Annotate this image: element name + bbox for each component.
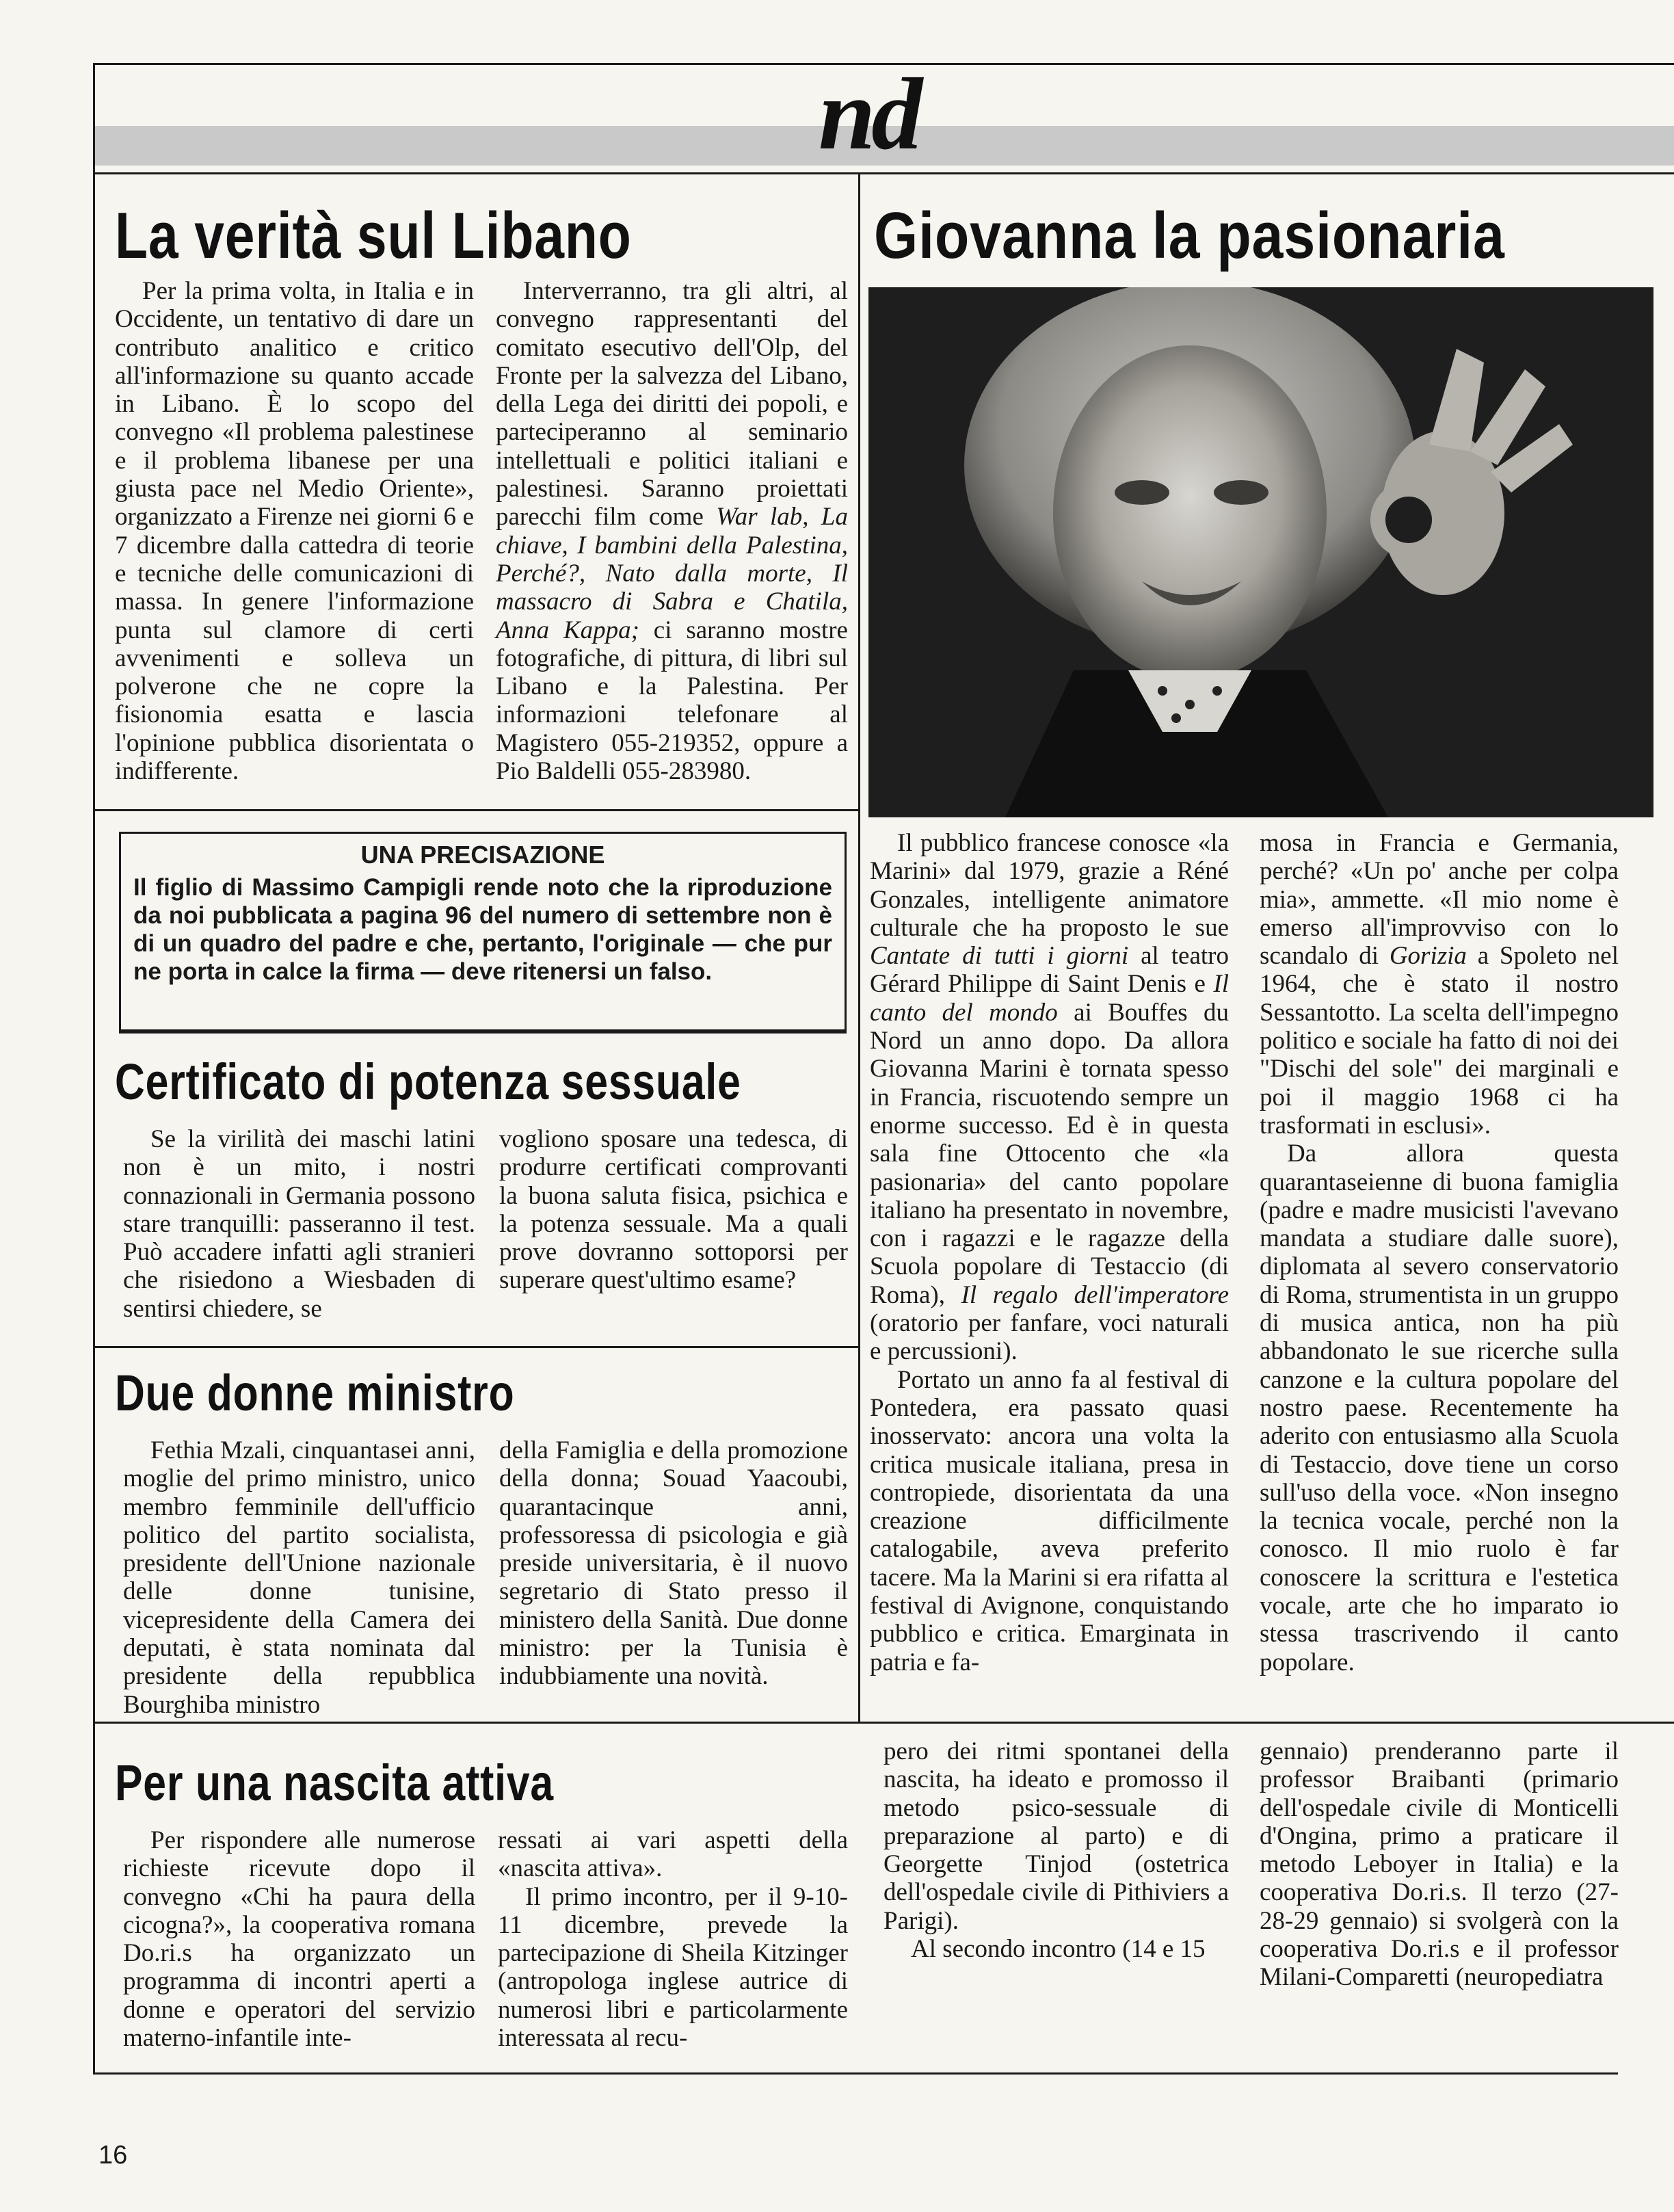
donne-column-2: [499, 1436, 848, 1691]
headline-giovanna: Giovanna la pasionaria: [874, 199, 1505, 272]
nascita-paragraph-1: Per rispondere alle numerose richieste ricevute dopo il convegno «Chi ha paura della cicogna?», la cooperativa romana Do.ri.s ha organizzato un programma di incontri aperti a donne e operatori del servizio materno-infantile inte-: [123, 1826, 475, 2053]
giovanna-text-1b: al teatro Gérard Philippe di Saint Denis e: [870, 942, 1229, 999]
giovanna-text-1d: (oratorio per fanfare, voci naturali e percussioni).: [870, 1309, 1229, 1366]
certificato-paragraph-1: Se la virilità dei maschi latini non è un mito, i nostri connazionali in Germania possono stare tranquilli: passeranno il test. Può accadere infatti agli stranieri che risiedono a Wiesbaden di sentirsi chiedere, se: [123, 1125, 475, 1323]
headline-libano: La verità sul Libano: [115, 199, 632, 272]
donne-paragraph-1: Fethia Mzali, cinquantasei anni, moglie del primo ministro, unico membro femminile dell'ufficio politico del partito socialista, presidente dell'Unione nazionale delle donne tunisine, vicepresidente della Camera dei deputati, è stata nominata dal presidente della repubblica Bourghiba ministro: [123, 1436, 475, 1719]
libano-text-b: ci saranno mostre fotografiche, di pittura, di libri sul Libano e la Palestina. Per informazioni telefonare al Magistero 055-219352, oppure a Pio Baldelli 055-283980.: [496, 616, 848, 786]
nascita-paragraph-5: Al secondo incontro (14 e 15: [911, 1935, 1206, 1964]
certificato-paragraph-2: vogliono sposare una tedesca, di produrre certificati comprovanti la buona saluta fisica, psichica e la potenza sessuale. Ma a quali prove dovranno sottoporsi per superare quest'ultimo esame?: [499, 1125, 848, 1295]
libano-column-2: [496, 277, 848, 785]
giovanna-paragraph-2: Portato un anno fa al festival di Pontedera, era passato quasi inosservato: ancora una volta la critica musicale italiana, presa in contropiede, disorientata da una creazione difficilmente catalogabile, aveva preferito tacere. Ma la Marini si era rifatta al festival di Avignone, conquistando pubblico e critica. Emarginata in patria e fa-: [870, 1365, 1229, 1676]
giovanna-column-1: [870, 829, 1229, 1676]
divider-vertical-top: [858, 172, 860, 1722]
nascita-paragraph-6: gennaio) prenderanno parte il professor Braibanti (primario dell'ospedale civile di Monticelli d'Ongina, primo a praticare il metodo Leboyer in Italia) e la cooperativa Do.ri.s. Il terzo (27-28-29 gennaio) si svolgerà con la cooperativa Do.ri.s e il professor Milani-Comparetti (neuropediatra: [1260, 1737, 1619, 1992]
libano-film-titles: War lab, La chiave, I bambini della Palestina, Perché?, Nato dalla morte, Il massacro di Sabra e Chatila, Anna Kappa;: [496, 503, 849, 644]
giovanna-text-1c: ai Bouffes du Nord un anno dopo. Da allora Giovanna Marini è tornata spesso in Francia, riscuotendo sempre un enorme successo. Ed è in questa sala fine Ottocento che «la pasionaria» del canto popolare italiano ha presentato in novembre, con i ragazzi e le ragazze della Scuola popolare di Testaccio (di Roma),: [870, 998, 1230, 1309]
giovanna-text-2a: mosa in Francia e Germania, perché? «Un po' anche per colpa mia», ammette. «Il mio nome è emerso all'improvviso con lo scandalo di: [1260, 829, 1619, 971]
giovanna-title-canto: Il canto del mondo: [870, 970, 1229, 1027]
libano-paragraph-1: Per la prima volta, in Italia e in Occidente, un tentativo di dare un contributo analitico e critico all'informazione su quanto accade in Libano. È lo scopo del convegno «Il problema palestinese e il problema libanese per una giusta pace nel Medio Oriente», organizzato a Firenze nei giorni 6 e 7 dicembre dalla cattedra di teorie e tecniche delle comunicazioni di massa. In genere l'informazione punta sul clamore di certi avvenimenti e solleva un polverone che ne copre la fisionomia esatta e lascia l'opinione pubblica disorientata o indifferente.: [115, 277, 474, 786]
giovanna-title-cantate: Cantate di tutti i giorni: [870, 942, 1129, 971]
giovanna-text-2b: a Spoleto nel 1964, che è stato il nostro Sessantotto. La scelta dell'impegno politico e sociale ha fatto di noi dei "Dischi del sole" dei marginali e poi il maggio 1968 ci ha trasformati in esclusi».: [1260, 942, 1619, 1140]
certificato-column-1: [123, 1125, 475, 1323]
masthead-logo: nd: [818, 57, 919, 171]
notice-body: Il figlio di Massimo Campigli rende noto che la riproduzione da noi pubblicata a pagina 96 del numero di settembre non è di un quadro del padre e che, pertanto, l'originale — che pur ne porta in calce la firma — deve ritenersi un falso.: [133, 874, 832, 985]
headline-nascita: Per una nascita attiva: [115, 1754, 554, 1811]
donne-column-1: [123, 1436, 475, 1719]
headline-certificato: Certificato di potenza sessuale: [115, 1053, 741, 1110]
certificato-column-2: [499, 1125, 848, 1295]
frame-banner-rule: [93, 172, 1674, 174]
notice-title: UNA PRECISAZIONE: [360, 841, 605, 869]
frame-bottom-rule: [93, 2072, 1618, 2075]
divider-under-notice: [119, 1031, 847, 1033]
nascita-column-4: [1260, 1737, 1619, 1992]
nascita-column-1: [123, 1826, 475, 2052]
nascita-paragraph-2: ressati ai vari aspetti della «nascita attiva».: [498, 1826, 848, 1883]
headline-donne: Due donne ministro: [115, 1365, 515, 1421]
giovanna-paragraph-1: [870, 829, 1229, 1366]
giovanna-paragraph-4: Da allora questa quarantaseienne di buona famiglia (padre e madre musicisti l'avevano mandata a studiare dalle suore), diplomata al severo conservatorio di Roma, strumentista in un gruppo di musica antica, non ha più abbandonato le sue ricerche sulla canzone e la cultura popolare del nostro paese. Recentemente ha aderito con entusiasmo alla Scuola di Testaccio, dove tiene un corso sull'uso della voce. «Non insegno la tecnica vocale, perché non la conosco. Il mio ruolo è far conoscere la scrittura e l'estetica vocale, arte che ho imparato io stessa trascrivendo il canto popolare.: [1260, 1140, 1619, 1676]
nascita-column-2: [498, 1826, 848, 2052]
nascita-paragraph-4: pero dei ritmi spontanei della nascita, ha ideato e promosso il metodo psico-sessuale di preparazione al parto) e di Georgette Tinjod (ostetrica dell'ospedale civile di Pithiviers a Parigi).: [884, 1737, 1229, 1935]
notice-box: [119, 832, 847, 1031]
libano-text-a: Interverranno, tra gli altri, al convegno rappresentanti del comitato esecutivo dell'Olp, del Fronte per la salvezza del Libano, della Lega dei diritti dei popoli, e parteciperanno al seminario intellettuali e politici italiani e palestinesi. Saranno proiettati parecchi film come: [496, 277, 848, 531]
divider-above-donne: [93, 1346, 860, 1348]
giovanna-column-2: [1260, 829, 1619, 1676]
libano-paragraph-2: [496, 277, 848, 785]
giovanna-title-gorizia: Gorizia: [1389, 942, 1467, 971]
divider-above-nascita: [93, 1722, 1674, 1724]
nascita-paragraph-3: Il primo incontro, per il 9-10-11 dicembre, prevede la partecipazione di Sheila Kitzinger (antropologa inglese autrice di numerosi libri e particolarmente interessata al recu-: [498, 1882, 848, 2053]
giovanna-paragraph-3: [1260, 829, 1619, 1140]
frame-left-rule: [93, 63, 95, 2074]
donne-paragraph-2: della Famiglia e della promozione della donna; Souad Yaacoubi, quarantacinque anni, professoressa di psicologia e già preside universitaria, è il nuovo segretario di Stato presso il ministero della Sanità. Due donne ministro: per la Tunisia è indubbiamente una novità.: [499, 1436, 848, 1691]
divider-under-libano: [93, 809, 860, 811]
giovanna-text-1a: Il pubblico francese conosce «la Marini» dal 1979, grazie a Réné Gonzales, intelligente animatore culturale che ha proposto le sue: [870, 829, 1229, 942]
portrait-photo: [868, 287, 1653, 817]
page-number: 16: [98, 2141, 128, 2170]
libano-column-1: [115, 277, 474, 785]
giovanna-title-regalo: Il regalo dell'imperatore: [961, 1280, 1229, 1309]
portrait-illustration: [868, 287, 1653, 817]
nascita-column-3: [884, 1737, 1229, 1963]
